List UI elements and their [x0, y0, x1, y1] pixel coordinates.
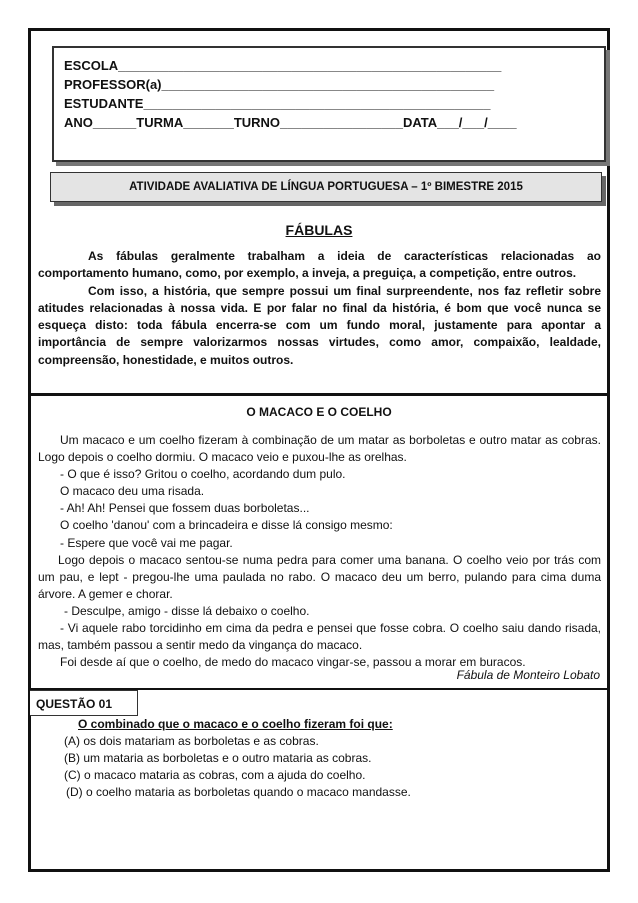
student-field: ESTUDANTE________________________________________________ — [64, 96, 491, 111]
story-paragraph: - Vi aquele rabo torcidinho em cima da pedra e pensei que fosse cobra. O coelho saiu dando risada, mas, também passou a sentir medo da vingança do macaco. — [38, 621, 601, 653]
school-field: ESCOLA_____________________________________________________ — [64, 58, 502, 73]
option-d: (D) o coelho mataria as borboletas quando o macaco mandasse. — [66, 785, 411, 799]
divider — [30, 393, 608, 396]
story-paragraph: - Espere que você vai me pagar. — [60, 535, 233, 550]
student-header-box — [52, 46, 606, 162]
intro-paragraph: As fábulas geralmente trabalham a ideia de características relacionadas ao comportamento humano, como, por exemplo, a inveja, a preguiça, a competição, entre outros. — [38, 249, 601, 281]
story-author: Fábula de Monteiro Lobato — [456, 668, 600, 682]
option-a: (A) os dois matariam as borboletas e as cobras. — [64, 734, 319, 748]
story-title: O MACACO E O COELHO — [246, 405, 392, 419]
intro-paragraph: Com isso, a história, que sempre possui um final surpreendente, nos faz refletir sobre atitudes relacionadas à nossa vida. E por falar no final da história, é bom que você nunca se esqueça disto: toda fábula encerra-se com um fundo moral, justamente para apontar a importância de sempre valorizarmos nossas virtudes, como amor, compaixão, lealdade, compreensão, honestidade, e muitos outros. — [38, 283, 601, 367]
activity-title: ATIVIDADE AVALIATIVA DE LÍNGUA PORTUGUESA – 1º BIMESTRE 2015 — [50, 172, 602, 202]
story-paragraph: - Ah! Ah! Pensei que fossem duas borboletas... — [60, 501, 310, 516]
section-title: FÁBULAS — [285, 222, 353, 238]
story-text — [38, 432, 601, 671]
teacher-field: PROFESSOR(a)______________________________________________ — [64, 77, 495, 92]
story-paragraph: - Desculpe, amigo - disse lá debaixo o coelho. — [64, 603, 310, 618]
story-paragraph: O macaco deu uma risada. — [60, 484, 205, 499]
story-paragraph: O coelho 'danou' com a brincadeira e disse lá consigo mesmo: — [60, 518, 393, 533]
story-paragraph: - O que é isso? Gritou o coelho, acordando dum pulo. — [60, 467, 346, 482]
story-paragraph: Um macaco e um coelho fizeram à combinação de um matar as borboletas e outro matar as cobras. Logo depois o coelho dormiu. O macaco veio e puxou-lhe as orelhas. — [38, 433, 601, 465]
question-label: QUESTÃO 01 — [30, 690, 138, 716]
story-paragraph: Logo depois o macaco sentou-se numa pedra para comer uma banana. O coelho veio por trás com um pau, e lept - pregou-lhe uma paulada no rabo. O macaco deu um berro, pulando para cima duma árvore. A gemer e chorar. — [38, 552, 601, 601]
option-c: (C) o macaco mataria as cobras, com a ajuda do coelho. — [64, 768, 366, 782]
intro-text — [38, 248, 601, 369]
question-text: O combinado que o macaco e o coelho fizeram foi que: — [78, 717, 393, 731]
option-b: (B) um mataria as borboletas e o outro mataria as cobras. — [64, 751, 372, 765]
story-paragraph: Foi desde aí que o coelho, de medo do macaco vingar-se, passou a morar em buracos. — [60, 655, 526, 670]
class-info-field: ANO______TURMA_______TURNO_________________DATA___/___/____ — [64, 115, 517, 130]
